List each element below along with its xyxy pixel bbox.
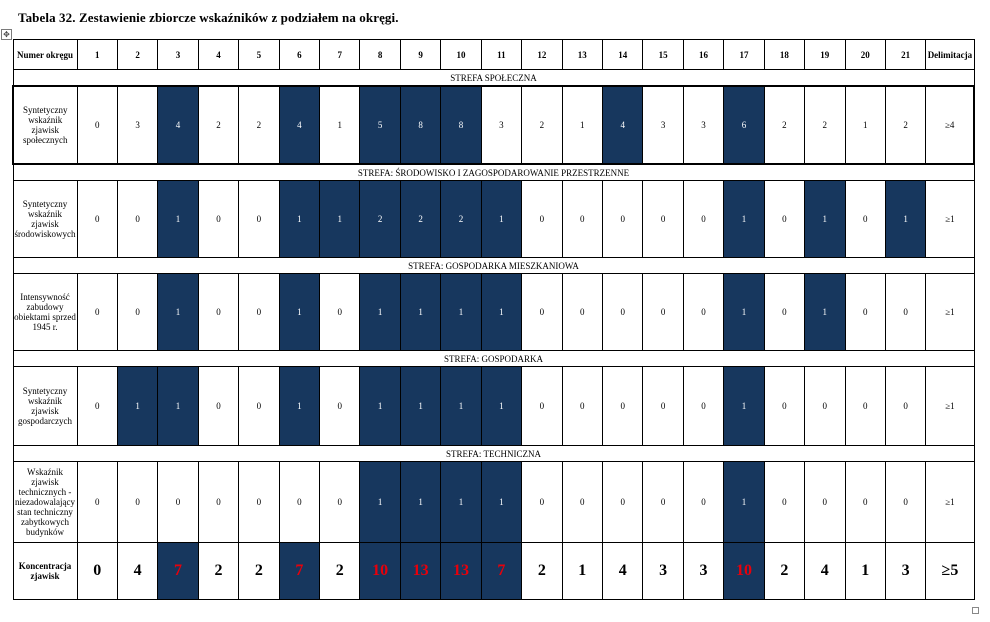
value-cell: 0	[805, 462, 845, 543]
concentration-value: 1	[562, 543, 602, 600]
value-cell: 1	[117, 367, 157, 446]
value-cell: 0	[522, 462, 562, 543]
concentration-value: 1	[845, 543, 885, 600]
strefa-heading: STREFA: TECHNICZNA	[13, 446, 974, 462]
value-cell: 1	[360, 274, 400, 351]
header-col-13: 13	[562, 40, 602, 70]
value-cell: 0	[239, 367, 279, 446]
value-cell: 1	[279, 181, 319, 258]
indicator-row	[13, 462, 974, 543]
value-cell: 8	[441, 86, 481, 164]
concentration-label: Koncentracja zjawisk	[13, 543, 77, 600]
value-cell: 4	[158, 86, 198, 164]
concentration-value: 2	[320, 543, 360, 600]
value-cell: 0	[885, 367, 925, 446]
header-col-5: 5	[239, 40, 279, 70]
value-cell: 4	[279, 86, 319, 164]
concentration-value: 4	[117, 543, 157, 600]
value-cell: 0	[77, 181, 117, 258]
value-cell: 0	[885, 462, 925, 543]
value-cell: 0	[764, 274, 804, 351]
value-cell: 0	[198, 274, 238, 351]
value-cell: 0	[77, 462, 117, 543]
value-cell: 2	[400, 181, 440, 258]
value-cell: 1	[805, 181, 845, 258]
concentration-value: 10	[724, 543, 764, 600]
indicator-label: Syntetyczny wskaźnik zjawisk gospodarczych	[13, 367, 77, 446]
indicator-row	[13, 274, 974, 351]
value-cell: 4	[602, 86, 642, 164]
value-cell: 1	[845, 86, 885, 164]
value-cell: 3	[481, 86, 521, 164]
table-resize-handle[interactable]	[972, 607, 979, 614]
header-row	[13, 40, 974, 70]
value-cell: 1	[400, 367, 440, 446]
value-cell: 8	[400, 86, 440, 164]
value-cell: 1	[360, 462, 400, 543]
value-cell: 5	[360, 86, 400, 164]
value-cell: 2	[805, 86, 845, 164]
value-cell: 0	[562, 181, 602, 258]
value-cell: 0	[764, 367, 804, 446]
header-col-14: 14	[602, 40, 642, 70]
value-cell: 1	[279, 274, 319, 351]
concentration-value: 3	[683, 543, 723, 600]
concentration-value: 4	[805, 543, 845, 600]
header-col-3: 3	[158, 40, 198, 70]
indicator-label: Syntetyczny wskaźnik zjawisk społecznych	[13, 86, 77, 164]
value-cell: 1	[481, 462, 521, 543]
concentration-value: 4	[602, 543, 642, 600]
value-cell: 1	[441, 274, 481, 351]
delimitation-cell: ≥1	[926, 181, 974, 258]
value-cell: 2	[764, 86, 804, 164]
value-cell: 0	[885, 274, 925, 351]
value-cell: 0	[683, 462, 723, 543]
header-col-7: 7	[320, 40, 360, 70]
value-cell: 6	[724, 86, 764, 164]
header-col-2: 2	[117, 40, 157, 70]
value-cell: 1	[400, 462, 440, 543]
concentration-value: 3	[885, 543, 925, 600]
value-cell: 2	[198, 86, 238, 164]
concentration-value: 2	[239, 543, 279, 600]
table-caption: Tabela 32. Zestawienie zbiorcze wskaźników z podziałem na okręgi.	[18, 10, 399, 25]
value-cell: 0	[845, 367, 885, 446]
delimitation-cell: ≥1	[926, 462, 974, 543]
concentration-row	[13, 543, 974, 600]
concentration-value: 13	[400, 543, 440, 600]
header-col-12: 12	[522, 40, 562, 70]
value-cell: 0	[805, 367, 845, 446]
value-cell: 0	[77, 367, 117, 446]
value-cell: 0	[602, 367, 642, 446]
value-cell: 0	[239, 462, 279, 543]
value-cell: 1	[320, 181, 360, 258]
value-cell: 0	[239, 181, 279, 258]
strefa-heading: STREFA SPOŁECZNA	[13, 70, 974, 87]
summary-table	[12, 39, 975, 600]
strefa-row	[13, 70, 974, 87]
indicator-label: Intensywność zabudowy obiektami sprzed 1945 r.	[13, 274, 77, 351]
value-cell: 0	[117, 462, 157, 543]
strefa-heading: STREFA: ŚRODOWISKO I ZAGOSPODAROWANIE PRZESTRZENNE	[13, 164, 974, 181]
value-cell: 1	[481, 181, 521, 258]
value-cell: 2	[441, 181, 481, 258]
value-cell: 0	[562, 462, 602, 543]
value-cell: 1	[158, 181, 198, 258]
delimitation-cell: ≥1	[926, 274, 974, 351]
table-move-handle-icon[interactable]: ✥	[1, 29, 12, 40]
strefa-row	[13, 258, 974, 274]
value-cell: 1	[885, 181, 925, 258]
value-cell: 0	[320, 274, 360, 351]
value-cell: 1	[481, 274, 521, 351]
value-cell: 1	[805, 274, 845, 351]
value-cell: 0	[522, 367, 562, 446]
concentration-value: 13	[441, 543, 481, 600]
value-cell: 2	[360, 181, 400, 258]
indicator-row	[13, 367, 974, 446]
header-col-10: 10	[441, 40, 481, 70]
header-delimitation: Delimitacja	[926, 40, 974, 70]
value-cell: 3	[683, 86, 723, 164]
concentration-value: 10	[360, 543, 400, 600]
value-cell: 1	[724, 274, 764, 351]
value-cell: 0	[562, 274, 602, 351]
value-cell: 1	[320, 86, 360, 164]
concentration-value: 7	[158, 543, 198, 600]
value-cell: 2	[885, 86, 925, 164]
value-cell: 0	[764, 181, 804, 258]
header-col-6: 6	[279, 40, 319, 70]
header-col-15: 15	[643, 40, 683, 70]
value-cell: 0	[198, 367, 238, 446]
value-cell: 1	[441, 462, 481, 543]
value-cell: 0	[158, 462, 198, 543]
strefa-row	[13, 446, 974, 462]
value-cell: 0	[602, 181, 642, 258]
value-cell: 0	[239, 274, 279, 351]
value-cell: 1	[441, 367, 481, 446]
value-cell: 0	[643, 367, 683, 446]
value-cell: 0	[683, 367, 723, 446]
indicator-label: Wskaźnik zjawisk technicznych - niezadowalający stan techniczny zabytkowych budynków	[13, 462, 77, 543]
value-cell: 0	[320, 462, 360, 543]
value-cell: 1	[724, 367, 764, 446]
indicator-label: Syntetyczny wskaźnik zjawisk środowiskowych	[13, 181, 77, 258]
concentration-delimitation: ≥5	[926, 543, 974, 600]
value-cell: 0	[845, 181, 885, 258]
value-cell: 1	[724, 462, 764, 543]
concentration-value: 7	[481, 543, 521, 600]
indicator-row	[13, 181, 974, 258]
delimitation-cell: ≥1	[926, 367, 974, 446]
value-cell: 0	[279, 462, 319, 543]
indicator-row	[13, 86, 974, 164]
value-cell: 1	[562, 86, 602, 164]
value-cell: 0	[320, 367, 360, 446]
strefa-heading: STREFA: GOSPODARKA MIESZKANIOWA	[13, 258, 974, 274]
value-cell: 1	[360, 367, 400, 446]
table-body	[13, 70, 974, 600]
header-col-18: 18	[764, 40, 804, 70]
value-cell: 0	[77, 274, 117, 351]
value-cell: 1	[724, 181, 764, 258]
header-district-number: Numer okręgu	[13, 40, 77, 70]
header-col-16: 16	[683, 40, 723, 70]
value-cell: 1	[279, 367, 319, 446]
concentration-value: 3	[643, 543, 683, 600]
value-cell: 0	[683, 181, 723, 258]
value-cell: 3	[643, 86, 683, 164]
header-col-17: 17	[724, 40, 764, 70]
header-col-4: 4	[198, 40, 238, 70]
value-cell: 0	[602, 274, 642, 351]
value-cell: 0	[643, 181, 683, 258]
value-cell: 0	[845, 274, 885, 351]
header-col-1: 1	[77, 40, 117, 70]
header-col-19: 19	[805, 40, 845, 70]
strefa-heading: STREFA: GOSPODARKA	[13, 351, 974, 367]
value-cell: 2	[522, 86, 562, 164]
value-cell: 0	[522, 181, 562, 258]
value-cell: 0	[522, 274, 562, 351]
value-cell: 0	[117, 274, 157, 351]
concentration-value: 2	[522, 543, 562, 600]
strefa-row	[13, 351, 974, 367]
value-cell: 0	[562, 367, 602, 446]
value-cell: 1	[400, 274, 440, 351]
header-col-8: 8	[360, 40, 400, 70]
concentration-value: 7	[279, 543, 319, 600]
value-cell: 0	[602, 462, 642, 543]
value-cell: 2	[239, 86, 279, 164]
delimitation-cell: ≥4	[926, 86, 974, 164]
value-cell: 0	[198, 462, 238, 543]
value-cell: 0	[764, 462, 804, 543]
value-cell: 0	[198, 181, 238, 258]
value-cell: 0	[643, 462, 683, 543]
header-col-20: 20	[845, 40, 885, 70]
concentration-value: 2	[764, 543, 804, 600]
value-cell: 0	[643, 274, 683, 351]
strefa-row	[13, 164, 974, 181]
header-col-11: 11	[481, 40, 521, 70]
value-cell: 0	[845, 462, 885, 543]
value-cell: 1	[158, 274, 198, 351]
value-cell: 0	[117, 181, 157, 258]
value-cell: 1	[481, 367, 521, 446]
header-col-21: 21	[885, 40, 925, 70]
value-cell: 1	[158, 367, 198, 446]
value-cell: 3	[117, 86, 157, 164]
concentration-value: 0	[77, 543, 117, 600]
value-cell: 0	[683, 274, 723, 351]
concentration-value: 2	[198, 543, 238, 600]
header-col-9: 9	[400, 40, 440, 70]
value-cell: 0	[77, 86, 117, 164]
